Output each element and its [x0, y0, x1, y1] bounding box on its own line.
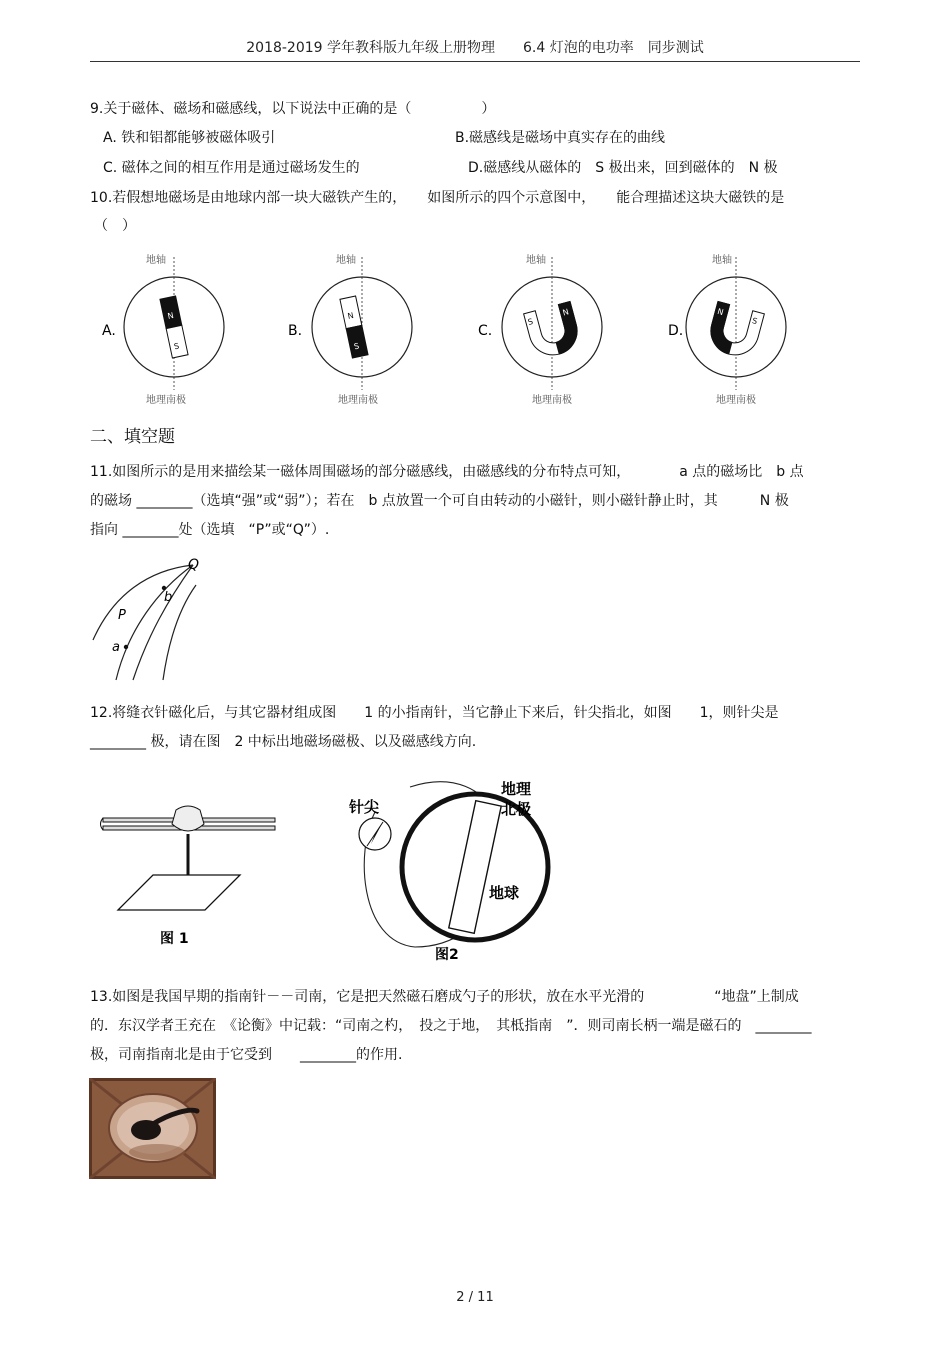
q10-axis-label-a: 地轴 [146, 255, 166, 266]
q10-pole-n-c: N [561, 307, 570, 318]
q11-line2: 的磁场 ________（选填“强”或“弱”）；若在 b 点放置一个可自由转动的小磁针，则小磁针静止时，其 N 极 [90, 493, 789, 509]
q11-line3: 指向 ________处（选填 “P”或“Q”）. [90, 522, 330, 538]
q12-line2: ________ 极，请在图 2 中标出地磁场磁极、以及磁感线方向. [90, 734, 477, 750]
q11-line1: 11.如图所示的是用来描绘某一磁体周围磁场的部分磁感线，由磁感线的分布特点可知， a 点的磁场比 b 点 [90, 464, 804, 480]
q9-stem: 9.关于磁体、磁场和磁感线，以下说法中正确的是（ ） [90, 101, 496, 117]
q12-geo-north-line1: 地理 [501, 780, 532, 798]
q10-pole-s-d: S [751, 316, 759, 327]
q10-south-label-a: 地理南极 [146, 395, 186, 406]
q10-label-c: C. [478, 323, 493, 339]
q13-sinan-photo [89, 1078, 216, 1179]
q9-option-a: A. 铁和铝都能够被磁体吸引 [103, 130, 276, 146]
q9-option-b: B.磁感线是磁场中真实存在的曲线 [455, 130, 666, 146]
q10-pole-s-a: S [173, 341, 181, 352]
q13-line2: 的．东汉学者王充在 《论衡》中记载：“司南之杓， 投之于地， 其柢指南 ”．则司南长柄一端是磁石的 ________ [90, 1018, 812, 1034]
q13-line1: 13.如图是我国早期的指南针－－司南，它是把天然磁石磨成勺子的形状，放在水平光滑的 “地盘”上制成 [90, 989, 799, 1005]
page-number: 2 / 11 [456, 1290, 494, 1305]
q10-figures [90, 245, 860, 410]
q10-label-b: B. [288, 323, 303, 339]
q10-axis-label-b: 地轴 [336, 255, 356, 266]
q12-geo-north-line2: 北极 [501, 800, 532, 818]
q9-option-c: C. 磁体之间的相互作用是通过磁场发生的 [103, 160, 360, 176]
q10-stem: 10.若假想地磁场是由地球内部一块大磁铁产生的， 如图所示的四个示意图中， 能合理描述这块大磁铁的是 [90, 190, 785, 206]
q10-answer-paren: （ ） [94, 218, 136, 234]
q11-label-q: Q [188, 557, 200, 573]
q12-line1: 12.将缝衣针磁化后，与其它器材组成图 1 的小指南针，当它静止下来后，针尖指北，如图 1，则针尖是 [90, 705, 779, 721]
q10-axis-label-c: 地轴 [526, 255, 546, 266]
q12-needle-tip-label: 针尖 [349, 798, 380, 816]
q12-fig1-caption: 图 1 [160, 931, 189, 947]
q10-south-label-d: 地理南极 [716, 395, 756, 406]
header-rule [90, 61, 860, 62]
q10-pole-n-d: N [716, 306, 725, 318]
page-header: 2018-2019 学年教科版九年级上册物理 6.4 灯泡的电功率 同步测试 [246, 40, 704, 56]
q10-pole-n-a: N [166, 310, 175, 321]
q12-figure-2 [345, 772, 575, 967]
q9-option-d: D.磁感线从磁体的 S 极出来，回到磁体的 N 极 [468, 160, 778, 176]
q12-earth-label: 地球 [489, 884, 520, 902]
q10-pole-s-b: S [353, 341, 361, 352]
q10-south-label-b: 地理南极 [338, 395, 378, 406]
q11-label-a: a [112, 640, 120, 655]
q10-figure-c [478, 253, 602, 406]
q10-axis-label-d: 地轴 [712, 255, 732, 266]
q11-label-p: P [118, 608, 126, 623]
q11-figure [88, 555, 208, 685]
section-title: 二、填空题 [90, 427, 175, 447]
q10-label-a: A. [102, 323, 116, 339]
q10-figure-d [668, 253, 786, 406]
q12-figure-1 [98, 800, 283, 950]
q12-fig2-caption: 图2 [435, 947, 459, 963]
q10-label-d: D. [668, 323, 684, 339]
q11-label-b: b [164, 590, 173, 605]
q10-figure-b [288, 253, 412, 406]
q10-south-label-c: 地理南极 [532, 395, 572, 406]
q10-figure-a [102, 253, 224, 406]
q13-line3: 极，司南指南北是由于它受到 ________的作用. [90, 1047, 403, 1063]
q10-pole-n-b: N [346, 310, 355, 321]
q10-pole-s-c: S [526, 316, 535, 327]
